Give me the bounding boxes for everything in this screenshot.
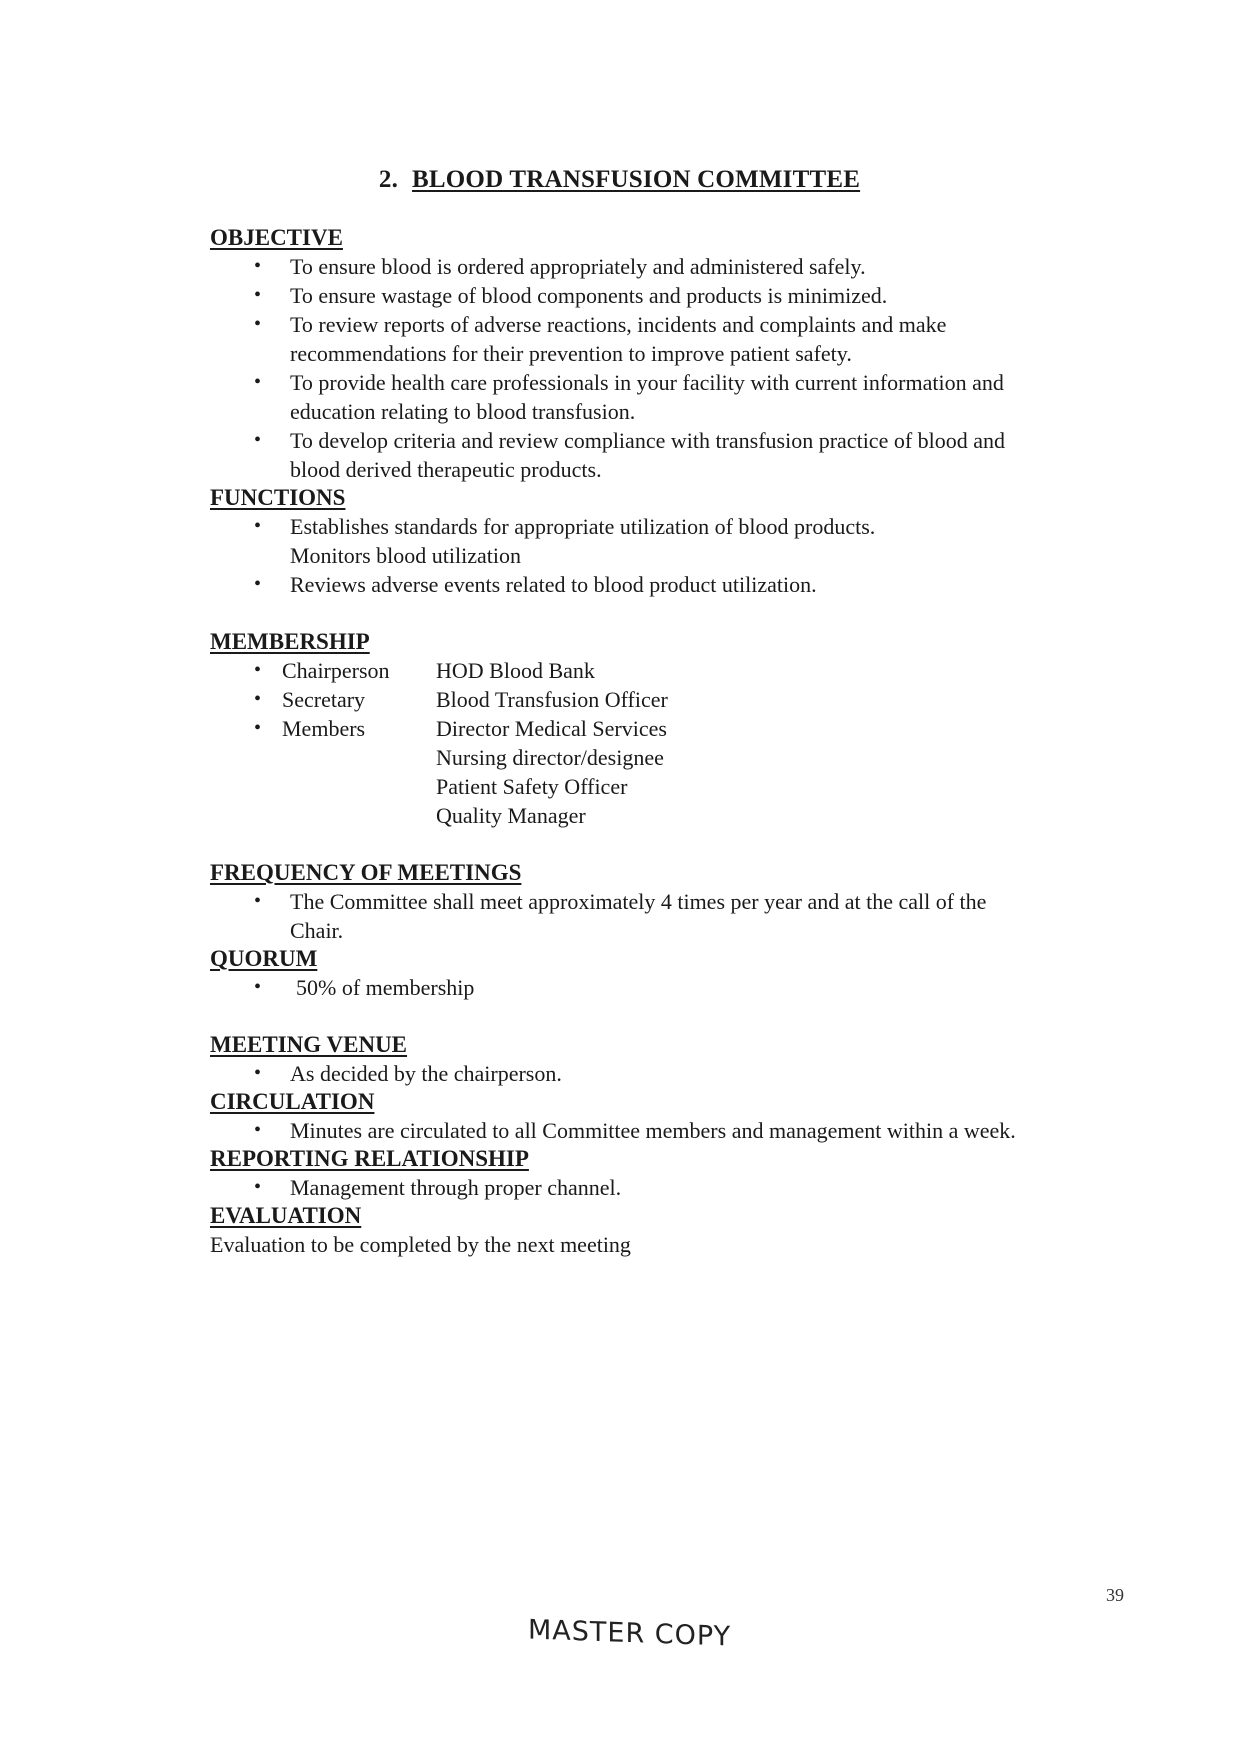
membership-row xyxy=(210,714,1210,743)
list-item: • To ensure blood is ordered appropriately and administered safely. xyxy=(210,252,1210,281)
objective-list xyxy=(210,252,1210,484)
section-title: BLOOD TRANSFUSION COMMITTEE xyxy=(412,166,861,193)
list-item: • To ensure wastage of blood components and products is minimized. xyxy=(210,281,1210,310)
list-item-continuation: Monitors blood utilization xyxy=(290,543,521,568)
frequency-heading: FREQUENCY OF MEETINGS xyxy=(210,860,522,885)
list-item-continuation: Chair. xyxy=(290,918,344,943)
member-name: Patient Safety Officer xyxy=(436,774,628,799)
evaluation-heading: EVALUATION xyxy=(210,1203,362,1228)
circulation-heading: CIRCULATION xyxy=(210,1089,375,1114)
member-role xyxy=(210,743,436,772)
membership-row xyxy=(210,685,1210,714)
section-number: 2. xyxy=(378,166,399,193)
list-item: • As decided by the chairperson. xyxy=(210,1059,1210,1088)
membership-row xyxy=(210,743,1210,772)
membership-row xyxy=(210,801,1210,830)
list-item: • Reviews adverse events related to blood product utilization. xyxy=(210,570,1210,599)
quorum-list xyxy=(210,973,1210,1002)
membership-row xyxy=(210,656,1210,685)
venue-list xyxy=(210,1059,1210,1088)
member-role xyxy=(210,801,436,830)
list-item-continuation: recommendations for their prevention to improve patient safety. xyxy=(290,341,852,366)
membership-row xyxy=(210,772,1210,801)
functions-heading: FUNCTIONS xyxy=(210,485,346,510)
venue-heading: MEETING VENUE xyxy=(210,1032,408,1057)
reporting-list xyxy=(210,1173,1210,1202)
reporting-heading: REPORTING RELATIONSHIP xyxy=(210,1146,529,1171)
list-item: • The Committee shall meet approximately 4 times per year and at the call of the xyxy=(210,887,1210,916)
page-title xyxy=(0,166,1239,194)
member-name: Quality Manager xyxy=(436,803,586,828)
member-name: HOD Blood Bank xyxy=(436,658,595,683)
circulation-list xyxy=(210,1116,1210,1145)
objective-heading: OBJECTIVE xyxy=(210,225,343,250)
list-item: • 50% of membership xyxy=(210,973,1210,1002)
member-role: • Members xyxy=(210,714,436,743)
list-item-continuation: blood derived therapeutic products. xyxy=(290,457,602,482)
document-body xyxy=(210,224,1210,1259)
list-item: • Management through proper channel. xyxy=(210,1173,1210,1202)
member-role: • Secretary xyxy=(210,685,436,714)
list-item: • To develop criteria and review compliance with transfusion practice of blood and xyxy=(210,426,1210,455)
member-name: Nursing director/designee xyxy=(436,745,664,770)
member-role: • Chairperson xyxy=(210,656,436,685)
quorum-heading: QUORUM xyxy=(210,946,318,971)
list-item: • To provide health care professionals in your facility with current information and xyxy=(210,368,1210,397)
membership-heading: MEMBERSHIP xyxy=(210,629,370,654)
membership-table xyxy=(210,656,1210,830)
member-name: Blood Transfusion Officer xyxy=(436,687,668,712)
evaluation-text: Evaluation to be completed by the next meeting xyxy=(210,1232,631,1257)
list-item: • Establishes standards for appropriate utilization of blood products. xyxy=(210,512,1210,541)
functions-list xyxy=(210,512,1210,599)
page-number: 39 xyxy=(1106,1585,1124,1605)
member-name: Director Medical Services xyxy=(436,716,667,741)
list-item-continuation: education relating to blood transfusion. xyxy=(290,399,636,424)
list-item: • Minutes are circulated to all Committee members and management within a week. xyxy=(210,1116,1210,1145)
member-role xyxy=(210,772,436,801)
frequency-list xyxy=(210,887,1210,945)
list-item: • To review reports of adverse reactions, incidents and complaints and make xyxy=(210,310,1210,339)
master-copy-stamp: MASTER COPY xyxy=(528,1614,732,1653)
